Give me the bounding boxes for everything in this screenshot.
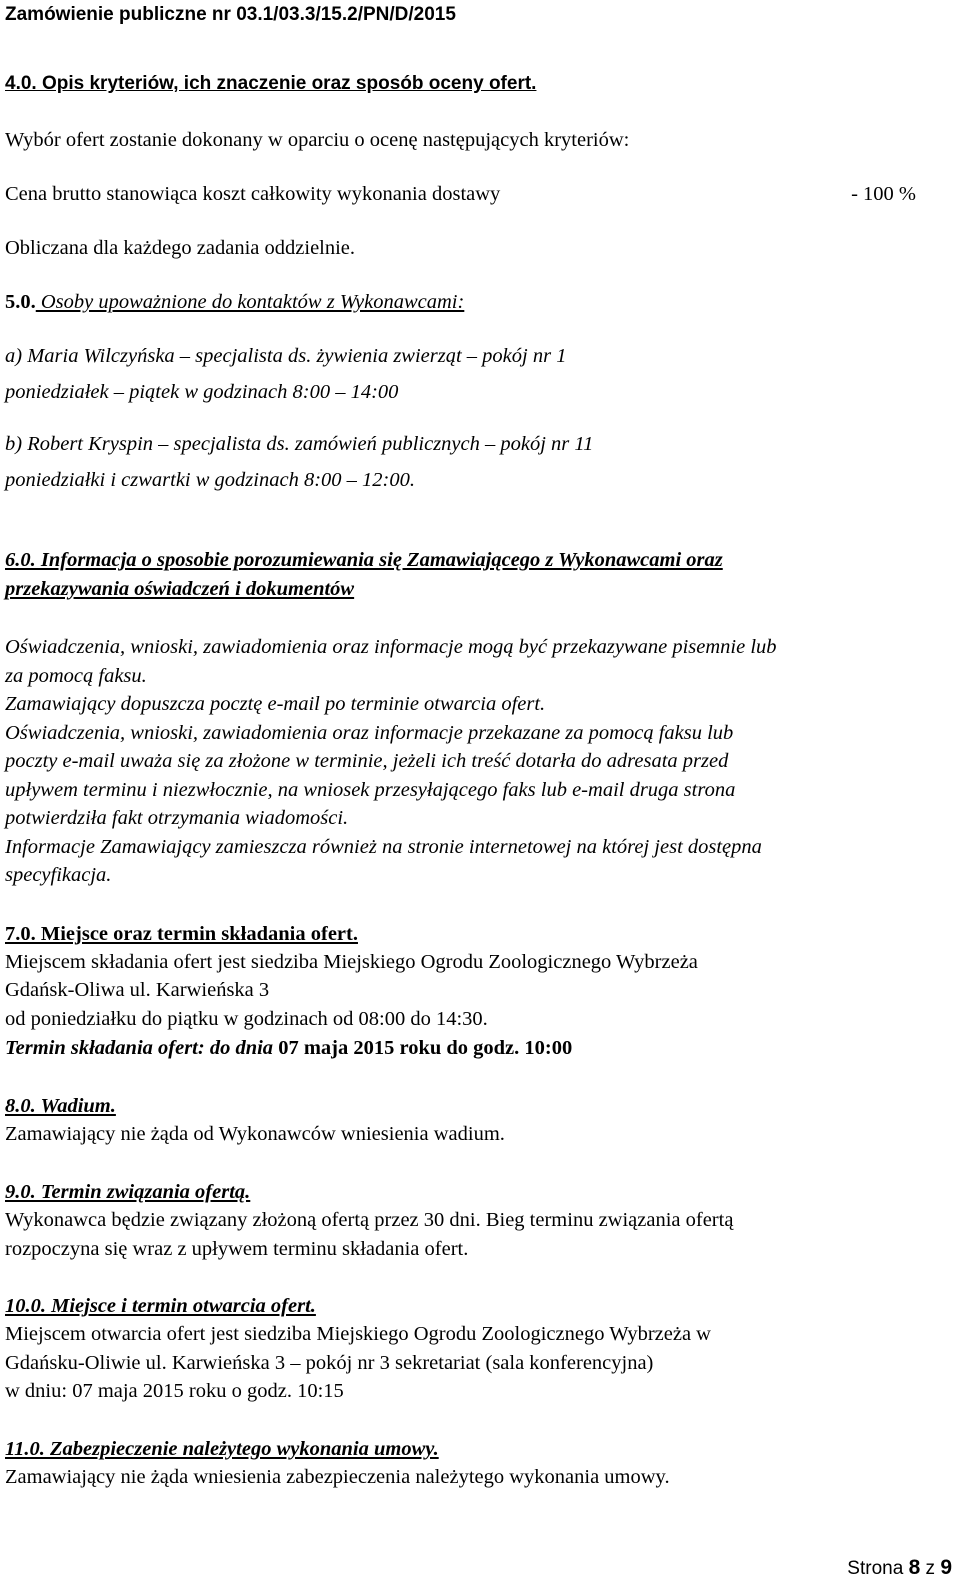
section-6-text-4: Oświadczenia, wnioski, zawiadomienia oraz informacje przekazane za pomocą faksu lub	[5, 722, 734, 744]
section-7-text-3: od poniedziałku do piątku w godzinach od 08:00 do 14:30.	[5, 1008, 488, 1030]
criterion-label: Cena brutto stanowiąca koszt całkowity wykonania dostawy	[5, 183, 501, 205]
section-5-number: 5.0.	[5, 291, 36, 313]
section-6-text-5: poczty e-mail uważa się za złożone w terminie, jeżeli ich treść dotarła do adresata przed	[5, 750, 729, 772]
total-pages: 9	[940, 1556, 952, 1579]
current-page: 8	[908, 1556, 921, 1579]
criterion-note: Obliczana dla każdego zadania oddzielnie.	[5, 237, 356, 259]
section-4-intro: Wybór ofert zostanie dokonany w oparciu o ocenę następujących kryteriów:	[5, 129, 630, 151]
contact-b-line-1: b) Robert Kryspin – specjalista ds. zamówień publicznych – pokój nr 11	[5, 433, 594, 455]
section-11-heading: 11.0. Zabezpieczenie należytego wykonania umowy.	[5, 1438, 439, 1460]
contact-a-line-1: a) Maria Wilczyńska – specjalista ds. żywienia zwierząt – pokój nr 1	[5, 345, 567, 367]
section-6-text-2: za pomocą faksu.	[5, 665, 147, 687]
contact-a-line-2: poniedziałek – piątek w godzinach 8:00 – 14:00	[5, 381, 399, 403]
section-7-text-2: Gdańsk-Oliwa ul. Karwieńska 3	[5, 979, 270, 1001]
section-9-text-2: rozpoczyna się wraz z upływem terminu składania ofert.	[5, 1238, 469, 1260]
section-4-heading: 4.0. Opis kryteriów, ich znaczenie oraz sposób oceny ofert.	[5, 73, 537, 94]
section-8-text: Zamawiający nie żąda od Wykonawców wniesienia wadium.	[5, 1123, 505, 1145]
deadline-value: 07 maja 2015 roku do godz. 10:00	[278, 1037, 573, 1059]
section-5-title: Osoby upoważnione do kontaktów z Wykonawcami:	[35, 291, 465, 313]
section-6-heading-line-2: przekazywania oświadczeń i dokumentów	[5, 578, 355, 600]
page-number	[847, 1556, 952, 1580]
deadline-label: Termin składania ofert: do dnia	[5, 1037, 279, 1059]
section-11-text: Zamawiający nie żąda wniesienia zabezpieczenia należytego wykonania umowy.	[5, 1466, 670, 1488]
page-label: Strona	[847, 1558, 909, 1579]
section-10-heading: 10.0. Miejsce i termin otwarcia ofert.	[5, 1295, 316, 1317]
section-5-heading	[5, 289, 464, 315]
submission-deadline	[5, 1035, 572, 1061]
section-6-text-7: potwierdziła fakt otrzymania wiadomości.	[5, 807, 349, 829]
section-6-heading-line-1: 6.0. Informacja o sposobie porozumiewania się Zamawiającego z Wykonawcami oraz	[5, 549, 723, 571]
section-6-text-3: Zamawiający dopuszcza pocztę e-mail po terminie otwarcia ofert.	[5, 693, 546, 715]
section-7-heading: 7.0. Miejsce oraz termin składania ofert.	[5, 923, 358, 945]
section-7-text-1: Miejscem składania ofert jest siedziba Miejskiego Ogrodu Zoologicznego Wybrzeża	[5, 951, 698, 973]
section-8-heading: 8.0. Wadium.	[5, 1095, 116, 1117]
section-9-heading: 9.0. Termin związania ofertą.	[5, 1181, 251, 1203]
section-9-text-1: Wykonawca będzie związany złożoną ofertą przez 30 dni. Bieg terminu związania ofertą	[5, 1209, 734, 1231]
section-10-text-1: Miejscem otwarcia ofert jest siedziba Miejskiego Ogrodu Zoologicznego Wybrzeża w	[5, 1323, 711, 1345]
document-header: Zamówienie publiczne nr 03.1/03.3/15.2/PN/D/2015	[5, 4, 456, 25]
section-6-text-1: Oświadczenia, wnioski, zawiadomienia oraz informacje mogą być przekazywane pisemnie lub	[5, 636, 777, 658]
page-separator: z	[920, 1558, 941, 1579]
contact-b-line-2: poniedziałki i czwartki w godzinach 8:00 – 12:00.	[5, 469, 415, 491]
section-10-text-2: Gdańsku-Oliwie ul. Karwieńska 3 – pokój nr 3 sekretariat (sala konferencyjna)	[5, 1352, 654, 1374]
section-6-text-6: upływem terminu i niezwłocznie, na wniosek przesyłającego faks lub e-mail druga strona	[5, 779, 736, 801]
section-6-text-8: Informacje Zamawiający zamieszcza również na stronie internetowej na której jest dostępna	[5, 836, 762, 858]
section-6-text-9: specyfikacja.	[5, 864, 112, 886]
criterion-weight: - 100 %	[851, 183, 916, 205]
section-10-text-3: w dniu: 07 maja 2015 roku o godz. 10:15	[5, 1380, 344, 1402]
